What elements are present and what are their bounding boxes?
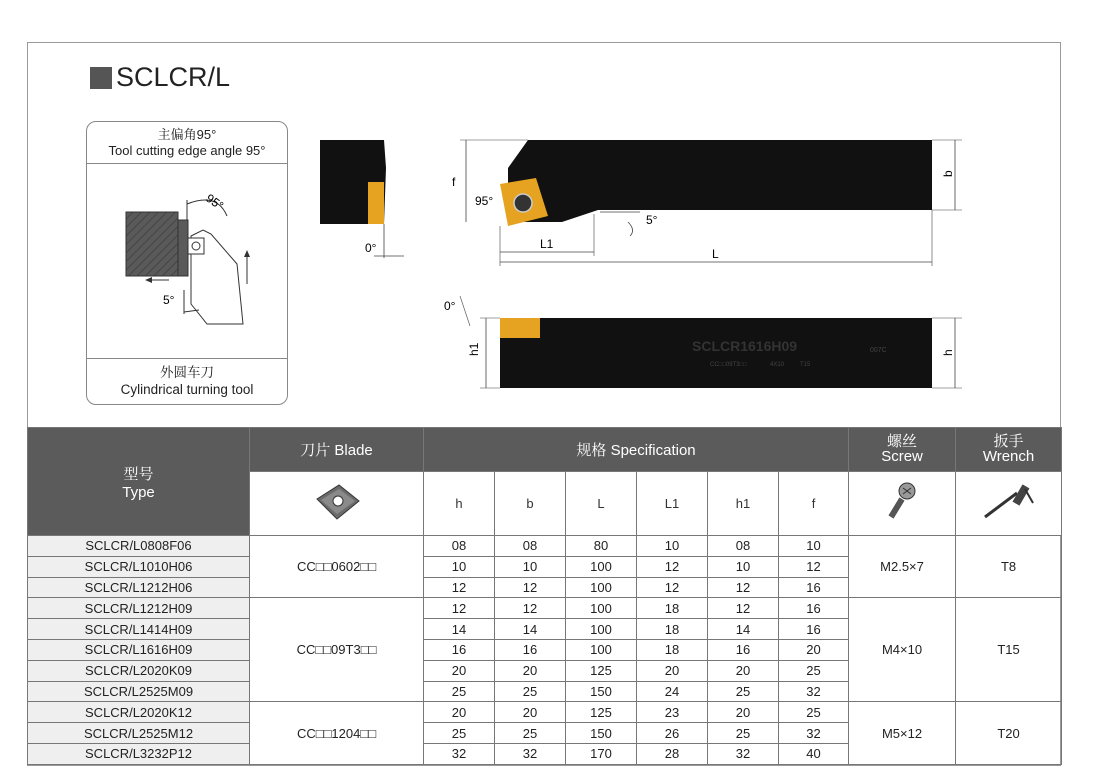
screw-image-cell: [849, 472, 956, 536]
value-cell-L: 100: [566, 619, 637, 640]
value-cell-b: 12: [495, 598, 566, 619]
header-type-en: Type: [122, 483, 155, 501]
dim-h1-label: h1: [467, 342, 481, 356]
value-cell-L: 150: [566, 681, 637, 702]
front-view-insert: [500, 318, 540, 338]
type-cell: SCLCR/L1616H09: [28, 639, 250, 660]
dim-h-label: h: [941, 349, 955, 356]
footer-cn: 外圆车刀: [160, 365, 214, 380]
angle-title-en: Tool cutting edge angle 95°: [108, 143, 266, 158]
value-cell-L1: 18: [637, 619, 708, 640]
dim-f-label: f: [452, 175, 456, 189]
title-text: SCLCR/L: [116, 62, 231, 92]
value-cell-f: 32: [779, 681, 849, 702]
value-cell-b: 20: [495, 660, 566, 681]
col-b: b: [495, 472, 566, 536]
value-cell-b: 32: [495, 743, 566, 764]
blade-cell: CC□□09T3□□: [250, 598, 424, 702]
value-cell-L: 170: [566, 743, 637, 764]
engraving-key: 4X10: [770, 362, 785, 368]
top-angle-5-label: 5°: [646, 213, 658, 227]
value-cell-h: 25: [424, 723, 495, 744]
header-type: [28, 428, 250, 536]
spec-table-body: [28, 536, 1062, 765]
value-cell-L: 100: [566, 639, 637, 660]
value-cell-h: 20: [424, 660, 495, 681]
footer-en: Cylindrical turning tool: [120, 382, 254, 397]
table-row: [28, 536, 1062, 557]
value-cell-f: 40: [779, 743, 849, 764]
value-cell-L1: 12: [637, 556, 708, 577]
engraving-main: SCLCR1616H09: [692, 338, 798, 354]
value-cell-h1: 12: [708, 577, 779, 598]
blade-image-cell: [250, 472, 424, 536]
value-cell-h1: 20: [708, 702, 779, 723]
value-cell-h1: 32: [708, 743, 779, 764]
type-cell: SCLCR/L3232P12: [28, 743, 250, 764]
type-cell: SCLCR/L2020K09: [28, 660, 250, 681]
front-view: [444, 296, 962, 388]
engraving-code: 007C: [870, 347, 887, 354]
angle-5-marker: [600, 212, 640, 236]
type-cell: SCLCR/L1414H09: [28, 619, 250, 640]
blade-cell: CC□□1204□□: [250, 702, 424, 764]
header-spec: 规格 Specification: [424, 428, 849, 472]
screw-cell: M4×10: [849, 598, 956, 702]
angle-5-label: 5°: [163, 293, 175, 307]
angle-title-cn: 主偏角95°: [157, 127, 217, 142]
col-f: f: [779, 472, 849, 536]
type-cell: SCLCR/L2525M12: [28, 723, 250, 744]
value-cell-L: 125: [566, 660, 637, 681]
type-cell: SCLCR/L1212H09: [28, 598, 250, 619]
top-angle-label: 95°: [475, 194, 494, 208]
value-cell-L1: 26: [637, 723, 708, 744]
value-cell-L: 100: [566, 598, 637, 619]
value-cell-h: 12: [424, 598, 495, 619]
value-cell-h: 20: [424, 702, 495, 723]
screw-cell: M2.5×7: [849, 536, 956, 598]
value-cell-h1: 25: [708, 681, 779, 702]
insert-icon: [307, 479, 367, 525]
table-row: [28, 598, 1062, 619]
top-view: [452, 140, 962, 266]
dim-L1-label: L1: [540, 237, 554, 251]
value-cell-L1: 24: [637, 681, 708, 702]
value-cell-L1: 20: [637, 660, 708, 681]
screw-cell: M5×12: [849, 702, 956, 764]
wrench-cell: T8: [956, 536, 1062, 598]
value-cell-L1: 18: [637, 639, 708, 660]
value-cell-L1: 12: [637, 577, 708, 598]
value-cell-h1: 14: [708, 619, 779, 640]
value-cell-b: 25: [495, 723, 566, 744]
front-angle-line: [460, 296, 470, 326]
wrench-icon: [979, 479, 1039, 525]
value-cell-f: 25: [779, 660, 849, 681]
value-cell-h: 25: [424, 681, 495, 702]
spec-table: [27, 427, 1062, 765]
engraving-t: T15: [800, 362, 811, 368]
side-angle-label: 0°: [365, 241, 377, 255]
value-cell-f: 16: [779, 619, 849, 640]
value-cell-b: 16: [495, 639, 566, 660]
value-cell-f: 32: [779, 723, 849, 744]
wrench-image-cell: [956, 472, 1062, 536]
type-cell: SCLCR/L0808F06: [28, 536, 250, 557]
header-wrench: [956, 428, 1062, 472]
col-L1: L1: [637, 472, 708, 536]
wrench-cell: T20: [956, 702, 1062, 764]
value-cell-h1: 25: [708, 723, 779, 744]
top-view-body: [508, 140, 932, 222]
value-cell-b: 20: [495, 702, 566, 723]
value-cell-L: 80: [566, 536, 637, 557]
value-cell-f: 20: [779, 639, 849, 660]
col-L: L: [566, 472, 637, 536]
value-cell-b: 10: [495, 556, 566, 577]
value-cell-L1: 18: [637, 598, 708, 619]
table-row: [28, 702, 1062, 723]
end-view-insert: [368, 182, 384, 224]
col-h: h: [424, 472, 495, 536]
value-cell-f: 12: [779, 556, 849, 577]
angle-95-label: 95°: [203, 190, 227, 213]
value-cell-L: 100: [566, 556, 637, 577]
value-cell-h: 32: [424, 743, 495, 764]
header-screw: [849, 428, 956, 472]
col-h1: h1: [708, 472, 779, 536]
value-cell-L1: 28: [637, 743, 708, 764]
header-blade: 刀片 Blade: [250, 428, 424, 472]
value-cell-b: 14: [495, 619, 566, 640]
type-cell: SCLCR/L2525M09: [28, 681, 250, 702]
value-cell-L1: 10: [637, 536, 708, 557]
header-screw-cn: 螺丝: [887, 433, 918, 450]
value-cell-L1: 23: [637, 702, 708, 723]
value-cell-h1: 20: [708, 660, 779, 681]
value-cell-h: 16: [424, 639, 495, 660]
blade-cell: CC□□0602□□: [250, 536, 424, 598]
header-type-cn: 型号: [123, 465, 154, 483]
value-cell-L: 125: [566, 702, 637, 723]
value-cell-h1: 08: [708, 536, 779, 557]
value-cell-h: 12: [424, 577, 495, 598]
value-cell-b: 25: [495, 681, 566, 702]
type-cell: SCLCR/L1212H06: [28, 577, 250, 598]
value-cell-h: 14: [424, 619, 495, 640]
value-cell-h: 10: [424, 556, 495, 577]
engraving-insert: CC□□09T3□□: [710, 362, 747, 368]
value-cell-b: 08: [495, 536, 566, 557]
value-cell-h1: 10: [708, 556, 779, 577]
value-cell-h1: 12: [708, 598, 779, 619]
type-cell: SCLCR/L2020K12: [28, 702, 250, 723]
front-angle-label: 0°: [444, 299, 456, 313]
type-cell: SCLCR/L1010H06: [28, 556, 250, 577]
top-view-screw-icon: [514, 194, 532, 212]
value-cell-h1: 16: [708, 639, 779, 660]
dim-L-label: L: [712, 247, 719, 261]
value-cell-f: 10: [779, 536, 849, 557]
wrench-cell: T15: [956, 598, 1062, 702]
dim-b-label: b: [941, 170, 955, 177]
value-cell-f: 25: [779, 702, 849, 723]
value-cell-f: 16: [779, 577, 849, 598]
value-cell-h: 08: [424, 536, 495, 557]
header-screw-en: Screw: [881, 448, 923, 465]
value-cell-b: 12: [495, 577, 566, 598]
value-cell-L: 150: [566, 723, 637, 744]
value-cell-f: 16: [779, 598, 849, 619]
value-cell-L: 100: [566, 577, 637, 598]
end-view: [320, 140, 404, 258]
screw-icon: [877, 479, 927, 525]
header-wrench-cn: 扳手: [993, 433, 1024, 450]
header-wrench-en: Wrench: [982, 448, 1035, 465]
